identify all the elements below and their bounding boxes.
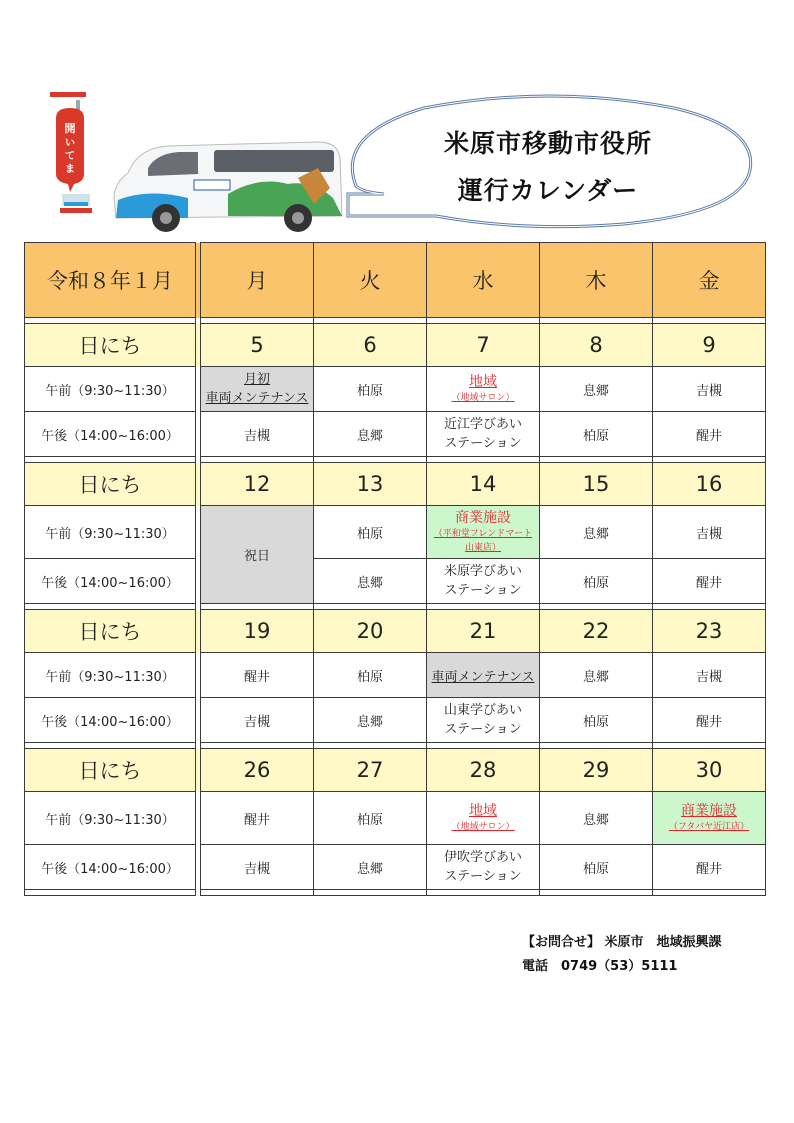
date-cell: 22 bbox=[540, 610, 653, 653]
open-banner-flag-image bbox=[48, 90, 100, 218]
week-3-am-row bbox=[25, 653, 766, 698]
week-2-pm-row bbox=[25, 559, 766, 604]
month-label: 令和８年１月 bbox=[25, 243, 196, 318]
date-cell: 12 bbox=[201, 463, 314, 506]
location-cell: 醒井 bbox=[201, 792, 314, 845]
learning-station-cell: 米原学びあい ステーション bbox=[427, 559, 540, 604]
page-subtitle: 運行カレンダー bbox=[457, 176, 639, 205]
date-cell: 19 bbox=[201, 610, 314, 653]
operation-calendar-table bbox=[24, 242, 766, 896]
contact-phone: 電話 0749（53）5111 bbox=[522, 959, 678, 974]
location-cell: 柏原 bbox=[314, 653, 427, 698]
date-cell: 20 bbox=[314, 610, 427, 653]
am-slot-label: 午前（9:30~11:30） bbox=[25, 367, 196, 412]
location-cell: 息郷 bbox=[540, 506, 653, 559]
date-cell: 13 bbox=[314, 463, 427, 506]
date-cell: 5 bbox=[201, 324, 314, 367]
svg-text:ま: ま bbox=[65, 164, 75, 175]
location-cell: 息郷 bbox=[314, 698, 427, 743]
commercial-facility-cell: 商業施設 （平和堂フレンドマート 山東店） bbox=[427, 506, 540, 559]
date-cell: 26 bbox=[201, 749, 314, 792]
location-cell: 吉槻 bbox=[653, 506, 766, 559]
date-cell: 23 bbox=[653, 610, 766, 653]
week-2-date-row bbox=[25, 463, 766, 506]
location-cell: 醒井 bbox=[201, 653, 314, 698]
week-1-pm-row bbox=[25, 412, 766, 457]
location-cell: 醒井 bbox=[653, 845, 766, 890]
date-cell: 28 bbox=[427, 749, 540, 792]
community-salon-cell: 地域 （地域サロン） bbox=[427, 367, 540, 412]
location-cell: 柏原 bbox=[314, 792, 427, 845]
weekday-tue: 火 bbox=[314, 243, 427, 318]
location-cell: 息郷 bbox=[314, 412, 427, 457]
location-cell: 息郷 bbox=[540, 367, 653, 412]
location-cell: 柏原 bbox=[314, 367, 427, 412]
learning-station-cell: 山東学びあい ステーション bbox=[427, 698, 540, 743]
week-3-pm-row bbox=[25, 698, 766, 743]
svg-text:い: い bbox=[65, 138, 75, 149]
date-cell: 6 bbox=[314, 324, 427, 367]
am-slot-label: 午前（9:30~11:30） bbox=[25, 506, 196, 559]
commercial-facility-cell: 商業施設 （フタバヤ近江店） bbox=[653, 792, 766, 845]
location-cell: 柏原 bbox=[540, 412, 653, 457]
location-cell: 息郷 bbox=[314, 845, 427, 890]
location-cell: 柏原 bbox=[540, 559, 653, 604]
location-cell: 吉槻 bbox=[201, 845, 314, 890]
maintenance-cell: 車両メンテナンス bbox=[427, 653, 540, 698]
date-cell: 15 bbox=[540, 463, 653, 506]
location-cell: 吉槻 bbox=[201, 698, 314, 743]
date-cell: 29 bbox=[540, 749, 653, 792]
weekday-thu: 木 bbox=[540, 243, 653, 318]
week-4-date-row bbox=[25, 749, 766, 792]
mobile-office-van-image bbox=[108, 128, 348, 236]
weekday-fri: 金 bbox=[653, 243, 766, 318]
weekday-mon: 月 bbox=[201, 243, 314, 318]
svg-text:開: 開 bbox=[64, 122, 76, 135]
date-cell: 14 bbox=[427, 463, 540, 506]
day-label: 日にち bbox=[25, 463, 196, 506]
week-1-date-row bbox=[25, 324, 766, 367]
date-cell: 21 bbox=[427, 610, 540, 653]
week-4-pm-row bbox=[25, 845, 766, 890]
location-cell: 吉槻 bbox=[653, 367, 766, 412]
learning-station-cell: 近江学びあい ステーション bbox=[427, 412, 540, 457]
week-1-am-row bbox=[25, 367, 766, 412]
pm-slot-label: 午後（14:00~16:00） bbox=[25, 412, 196, 457]
location-cell: 醒井 bbox=[653, 559, 766, 604]
weekday-wed: 水 bbox=[427, 243, 540, 318]
pm-slot-label: 午後（14:00~16:00） bbox=[25, 845, 196, 890]
location-cell: 醒井 bbox=[653, 698, 766, 743]
week-3-date-row bbox=[25, 610, 766, 653]
speech-bubble-frame bbox=[344, 94, 756, 234]
week-4-am-row bbox=[25, 792, 766, 845]
day-label: 日にち bbox=[25, 749, 196, 792]
holiday-cell: 祝日 bbox=[201, 506, 314, 604]
maintenance-cell: 月初 車両メンテナンス bbox=[201, 367, 314, 412]
am-slot-label: 午前（9:30~11:30） bbox=[25, 792, 196, 845]
date-cell: 30 bbox=[653, 749, 766, 792]
contact-department: 【お問合せ】 米原市 地域振興課 bbox=[522, 935, 722, 950]
location-cell: 柏原 bbox=[314, 506, 427, 559]
date-cell: 9 bbox=[653, 324, 766, 367]
learning-station-cell: 伊吹学びあい ステーション bbox=[427, 845, 540, 890]
location-cell: 息郷 bbox=[314, 559, 427, 604]
location-cell: 吉槻 bbox=[201, 412, 314, 457]
community-salon-cell: 地域 （地域サロン） bbox=[427, 792, 540, 845]
location-cell: 息郷 bbox=[540, 792, 653, 845]
calendar-header-row bbox=[25, 243, 766, 318]
contact-info bbox=[522, 931, 722, 979]
svg-text:て: て bbox=[65, 151, 75, 162]
date-cell: 7 bbox=[427, 324, 540, 367]
am-slot-label: 午前（9:30~11:30） bbox=[25, 653, 196, 698]
location-cell: 息郷 bbox=[540, 653, 653, 698]
date-cell: 27 bbox=[314, 749, 427, 792]
location-cell: 吉槻 bbox=[653, 653, 766, 698]
location-cell: 醒井 bbox=[653, 412, 766, 457]
pm-slot-label: 午後（14:00~16:00） bbox=[25, 698, 196, 743]
date-cell: 8 bbox=[540, 324, 653, 367]
day-label: 日にち bbox=[25, 324, 196, 367]
day-label: 日にち bbox=[25, 610, 196, 653]
pm-slot-label: 午後（14:00~16:00） bbox=[25, 559, 196, 604]
date-cell: 16 bbox=[653, 463, 766, 506]
location-cell: 柏原 bbox=[540, 698, 653, 743]
page-title: 米原市移動市役所 bbox=[443, 129, 652, 158]
week-2-am-row bbox=[25, 506, 766, 559]
location-cell: 柏原 bbox=[540, 845, 653, 890]
